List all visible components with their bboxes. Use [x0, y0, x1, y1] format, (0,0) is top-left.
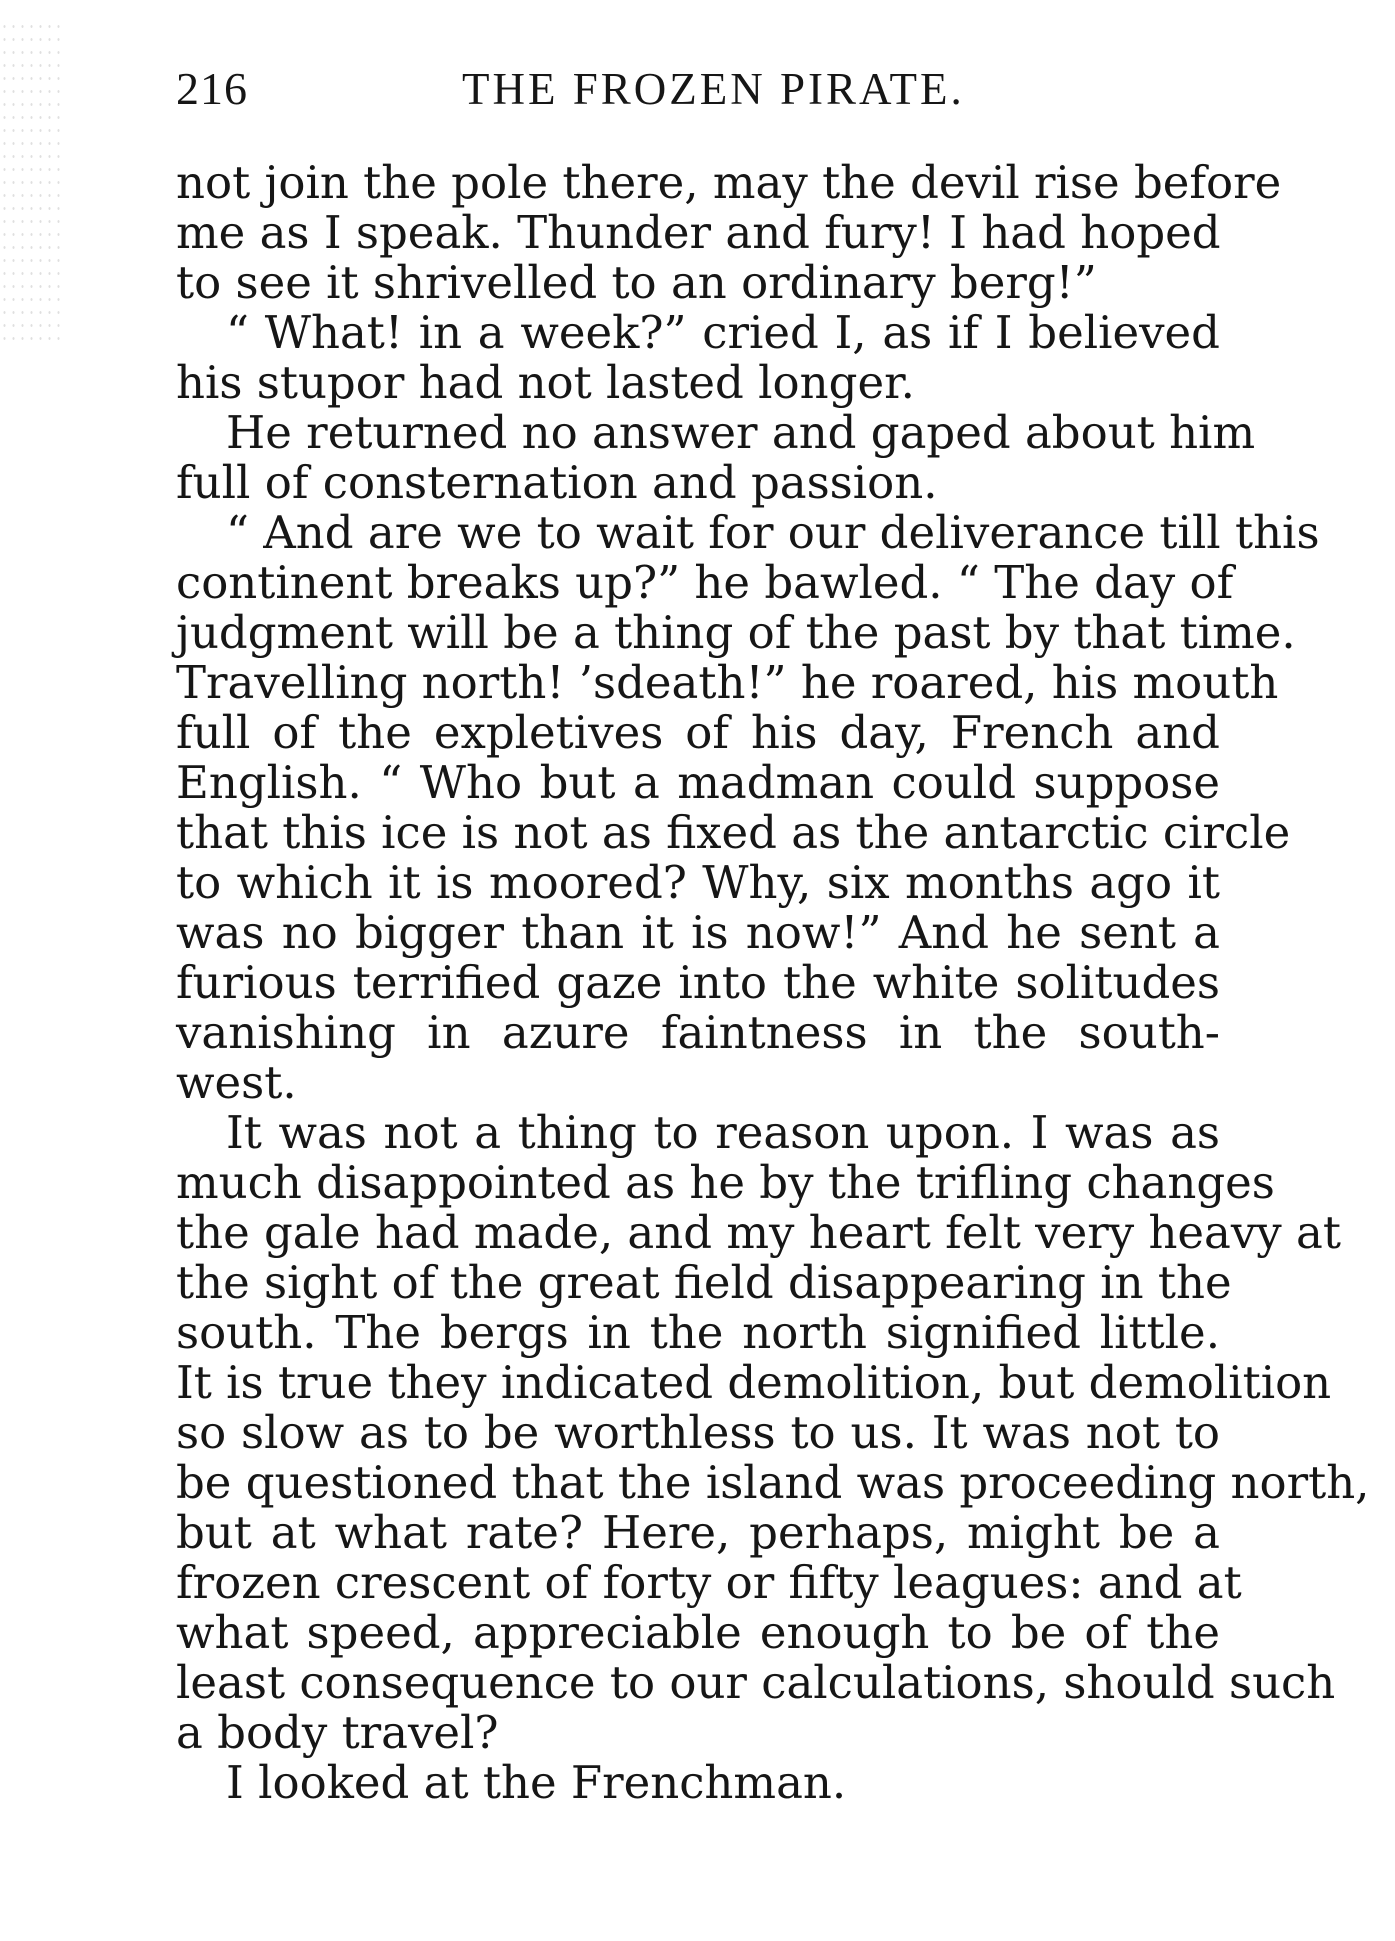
text-line: vanishing in azure faintness in the south- [176, 1006, 1220, 1059]
text-line: I looked at the Frenchman. [226, 1756, 847, 1809]
text-line: south. The bergs in the north signified little. [176, 1306, 1220, 1359]
text-line: that this ice is not as fixed as the antarctic circle [176, 806, 1291, 859]
text-line: a body travel? [176, 1706, 499, 1759]
text-line: be questioned that the island was proceeding north, [176, 1456, 1370, 1509]
text-line: but at what rate? Here, perhaps, might be a [176, 1506, 1220, 1559]
text-line: continent breaks up?” he bawled. “ The day of [176, 556, 1234, 609]
text-line: It was not a thing to reason upon. I was as [226, 1106, 1220, 1159]
text-line: the gale had made, and my heart felt very heavy at [176, 1206, 1341, 1259]
text-line: It is true they indicated demolition, but demolition [176, 1356, 1332, 1409]
text-line: to which it is moored? Why, six months ago it [176, 856, 1220, 909]
text-line: Travelling north! ’sdeath!” he roared, his mouth [176, 656, 1279, 709]
body-text [176, 156, 1370, 1809]
text-line: full of consternation and passion. [176, 456, 938, 509]
text-line: was no bigger than it is now!” And he sent a [176, 906, 1220, 959]
text-line: English. “ Who but a madman could suppose [176, 756, 1220, 809]
text-line: furious terrified gaze into the white solitudes [176, 956, 1220, 1009]
text-line: much disappointed as he by the trifling changes [176, 1156, 1275, 1209]
text-line: west. [176, 1056, 297, 1109]
text-line: so slow as to be worthless to us. It was not to [176, 1406, 1220, 1459]
book-title: THE FROZEN PIRATE. [462, 64, 965, 114]
scan-margin-speckle [0, 20, 60, 340]
text-line: frozen crescent of forty or fifty leagues: and at [176, 1556, 1242, 1609]
text-line: full of the expletives of his day, French and [176, 706, 1220, 759]
text-line: to see it shrivelled to an ordinary berg!” [176, 256, 1097, 309]
text-line: me as I speak. Thunder and fury! I had hoped [176, 206, 1221, 259]
text-line: his stupor had not lasted longer. [176, 356, 915, 409]
text-line: “ What! in a week?” cried I, as if I believed [226, 306, 1220, 359]
text-line: not join the pole there, may the devil rise before [176, 156, 1282, 209]
text-line: “ And are we to wait for our deliverance till this [226, 506, 1320, 559]
text-line: least consequence to our calculations, should such [176, 1656, 1336, 1709]
text-line: judgment will be a thing of the past by that time. [176, 606, 1296, 659]
running-head [176, 58, 965, 120]
page-number: 216 [176, 63, 248, 114]
text-line: what speed, appreciable enough to be of the [176, 1606, 1220, 1659]
text-line: the sight of the great field disappearing in the [176, 1256, 1232, 1309]
text-line: He returned no answer and gaped about him [226, 406, 1256, 459]
